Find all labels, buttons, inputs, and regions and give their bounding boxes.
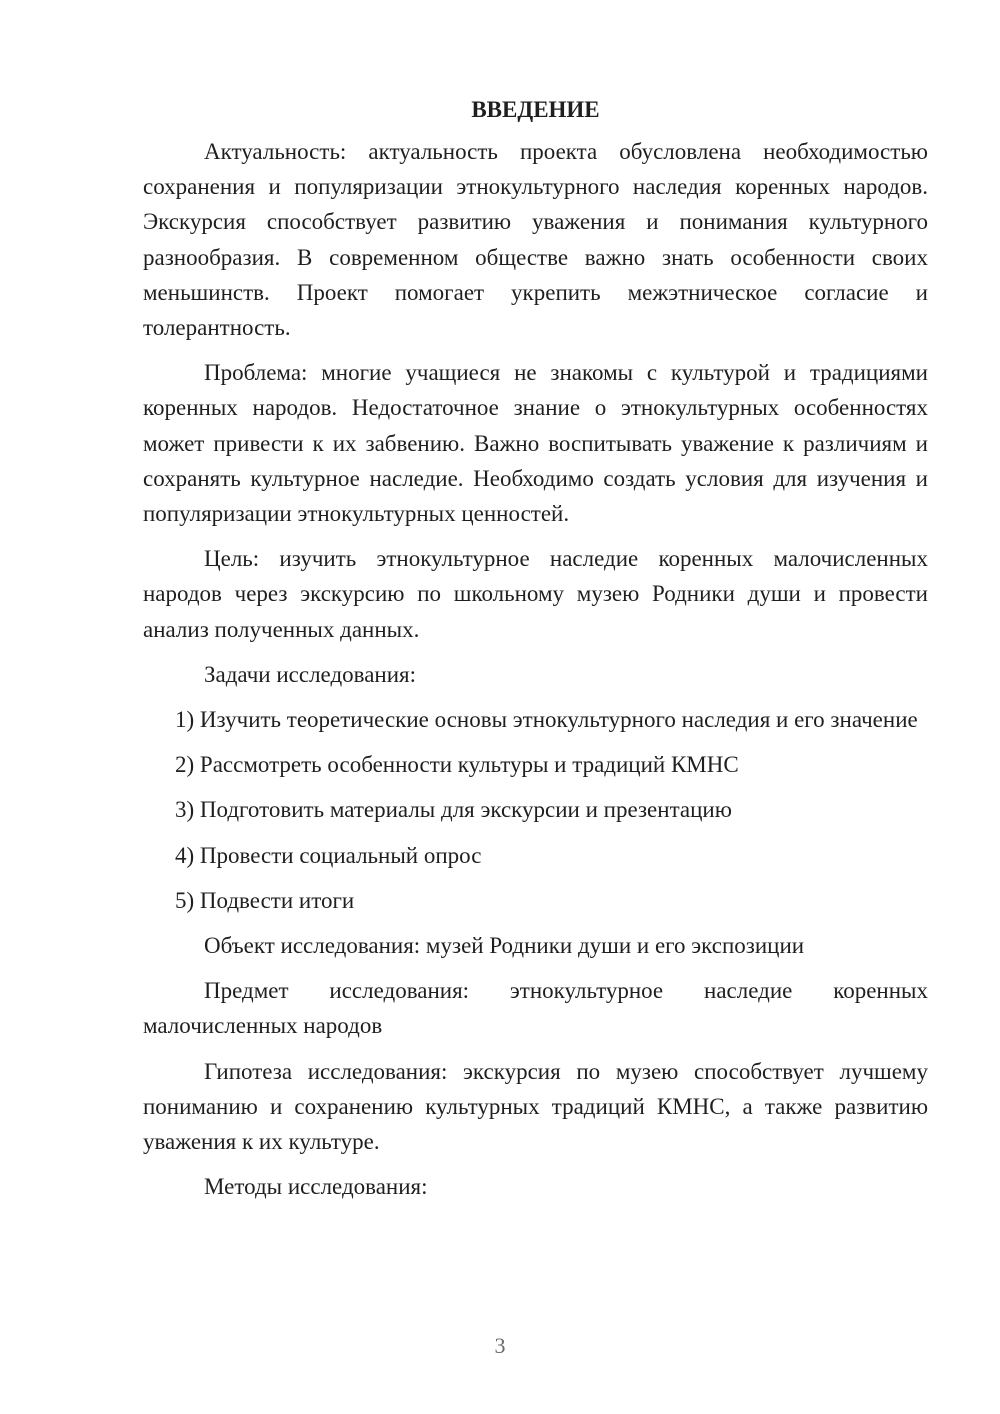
- methods-heading: Методы исследования:: [204, 1174, 428, 1200]
- object-paragraph: Объект исследования: музей Родники души и его экспозиции: [204, 933, 805, 959]
- subject-paragraph: Предмет исследования: этнокультурное наследие коренных малочисленных народов: [143, 978, 928, 1039]
- page-title: ВВЕДЕНИЕ: [471, 97, 600, 122]
- problem-paragraph: Проблема: многие учащиеся не знакомы с культурой и традициями коренных народов. Недостаточное знание о этнокультурных особенностях может привести к их забвению. Важно воспитывать уважение к различиям и сохранять культурное наследие. Необходимо создать условия для изучения и популяризации этнокультурных ценностей.: [143, 360, 928, 527]
- tasks-heading: Задачи исследования:: [204, 661, 417, 687]
- page-number: 3: [494, 1333, 506, 1358]
- hypothesis-paragraph: Гипотеза исследования: экскурсия по музею способствует лучшему пониманию и сохранению культурных традиций КМНС, а также развитию уважения к их культуре.: [143, 1058, 928, 1155]
- task-item: 4) Провести социальный опрос: [175, 842, 482, 868]
- goal-paragraph: Цель: изучить этнокультурное наследие коренных малочисленных народов через экскурсию по школьному музею Родники души и провести анализ полученных данных.: [143, 546, 928, 642]
- relevance-paragraph: Актуальность: актуальность проекта обусловлена необходимостью сохранения и популяризации этнокультурного наследия коренных народов. Экскурсия способствует развитию уважения и понимания культурного разнообразия. В современном обществе важно знать особенности своих меньшинств. Проект помогает укрепить межэтническое согласие и толерантность.: [143, 139, 928, 341]
- task-item: 3) Подготовить материалы для экскурсии и презентацию: [175, 797, 732, 823]
- task-item: 2) Рассмотреть особенности культуры и традиций КМНС: [175, 752, 739, 778]
- document-page: [143, 96, 928, 1214]
- task-item: 5) Подвести итоги: [175, 887, 355, 913]
- task-item: 1) Изучить теоретические основы этнокультурного наследия и его значение: [175, 707, 918, 733]
